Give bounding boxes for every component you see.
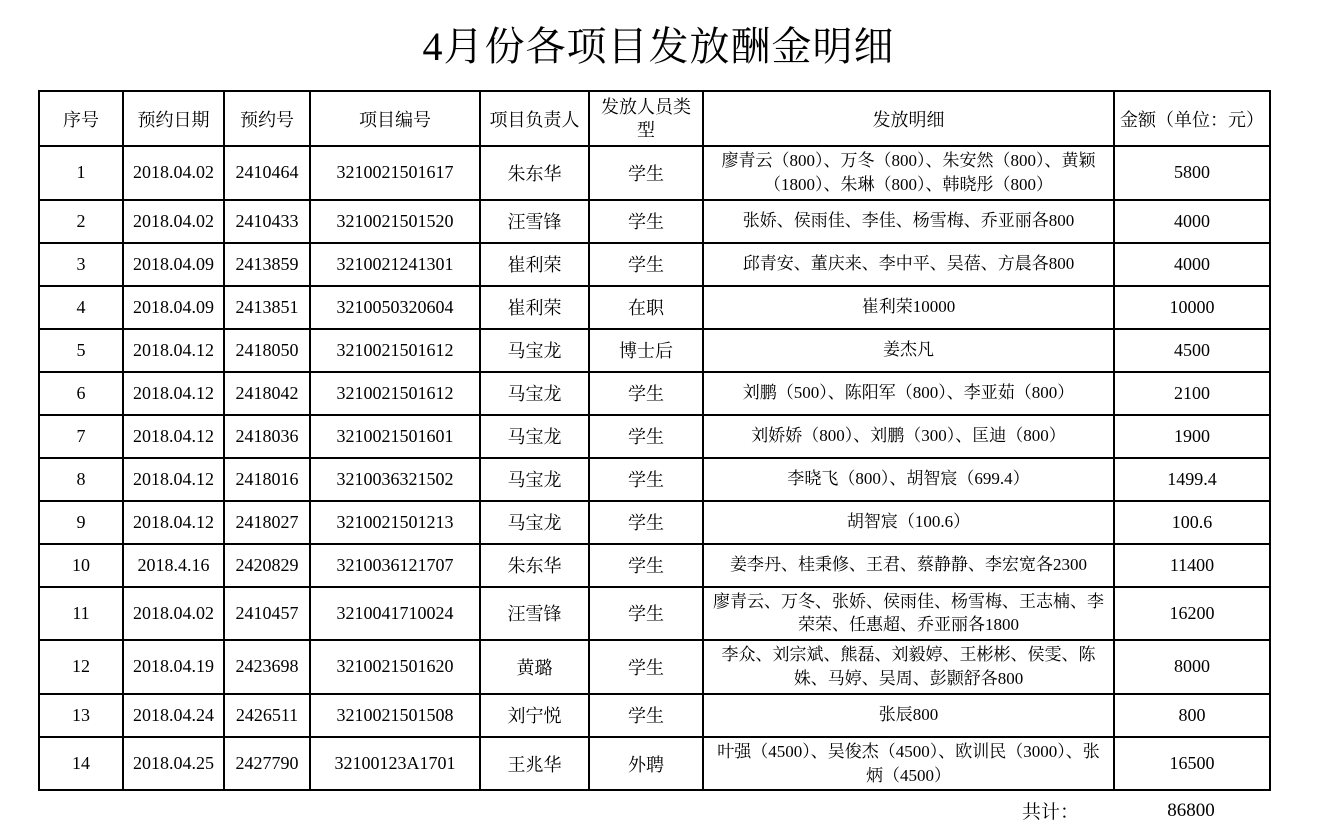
cell-booking-no: 2418036 [224, 415, 310, 458]
header-row [39, 91, 1270, 146]
column-header-payment-detail: 发放明细 [703, 91, 1114, 146]
cell-project-no: 3210050320604 [310, 286, 480, 329]
column-header-project-no: 项目编号 [310, 91, 480, 146]
table-row [39, 640, 1270, 694]
column-header-amount: 金额（单位：元） [1114, 91, 1270, 146]
cell-booking-date: 2018.04.02 [123, 200, 224, 243]
cell-booking-no: 2413859 [224, 243, 310, 286]
cell-index: 8 [39, 458, 123, 501]
cell-project-manager: 马宝龙 [480, 501, 589, 544]
cell-project-no: 3210021501620 [310, 640, 480, 694]
cell-payee-type: 学生 [589, 415, 703, 458]
column-header-project-manager: 项目负责人 [480, 91, 589, 146]
cell-amount: 4500 [1114, 329, 1270, 372]
cell-booking-date: 2018.4.16 [123, 544, 224, 587]
cell-payee-type: 学生 [589, 243, 703, 286]
cell-booking-date: 2018.04.19 [123, 640, 224, 694]
cell-project-no: 3210021501213 [310, 501, 480, 544]
table-row [39, 501, 1270, 544]
cell-payment-detail: 崔利荣10000 [703, 286, 1114, 329]
cell-project-manager: 朱东华 [480, 146, 589, 200]
cell-payment-detail: 叶强（4500）、吴俊杰（4500）、欧训民（3000）、张炳（4500） [703, 737, 1114, 791]
cell-index: 2 [39, 200, 123, 243]
cell-payee-type: 学生 [589, 587, 703, 641]
payment-table [38, 90, 1271, 791]
cell-booking-date: 2018.04.02 [123, 587, 224, 641]
cell-payment-detail: 李晓飞（800）、胡智宸（699.4） [703, 458, 1114, 501]
column-header-booking-date: 预约日期 [123, 91, 224, 146]
cell-payee-type: 学生 [589, 694, 703, 737]
cell-amount: 4000 [1114, 200, 1270, 243]
total-row [38, 797, 1269, 824]
cell-booking-date: 2018.04.12 [123, 501, 224, 544]
page-title: 4月份各项目发放酬金明细 [422, 24, 895, 69]
cell-project-manager: 马宝龙 [480, 372, 589, 415]
table-row [39, 329, 1270, 372]
table-row [39, 587, 1270, 641]
cell-booking-no: 2413851 [224, 286, 310, 329]
cell-amount: 1900 [1114, 415, 1270, 458]
cell-booking-date: 2018.04.02 [123, 146, 224, 200]
cell-booking-date: 2018.04.24 [123, 694, 224, 737]
cell-amount: 100.6 [1114, 501, 1270, 544]
cell-project-no: 3210021501612 [310, 372, 480, 415]
cell-payment-detail: 张辰800 [703, 694, 1114, 737]
cell-booking-date: 2018.04.25 [123, 737, 224, 791]
cell-index: 12 [39, 640, 123, 694]
cell-amount: 2100 [1114, 372, 1270, 415]
table-row [39, 200, 1270, 243]
cell-project-manager: 马宝龙 [480, 329, 589, 372]
cell-amount: 10000 [1114, 286, 1270, 329]
cell-booking-no: 2410433 [224, 200, 310, 243]
cell-payee-type: 学生 [589, 200, 703, 243]
table-row [39, 694, 1270, 737]
cell-project-no: 3210036121707 [310, 544, 480, 587]
cell-index: 3 [39, 243, 123, 286]
cell-payment-detail: 张娇、侯雨佳、李佳、杨雪梅、乔亚丽各800 [703, 200, 1114, 243]
cell-payment-detail: 胡智宸（100.6） [703, 501, 1114, 544]
total-label: 共计： [1021, 802, 1079, 824]
cell-booking-no: 2426511 [224, 694, 310, 737]
cell-project-manager: 汪雪锋 [480, 587, 589, 641]
table-body [39, 146, 1270, 790]
table-row [39, 146, 1270, 200]
cell-payment-detail: 刘娇娇（800）、刘鹏（300）、匡迪（800） [703, 415, 1114, 458]
cell-index: 6 [39, 372, 123, 415]
cell-amount: 16500 [1114, 737, 1270, 791]
cell-project-no: 3210021501601 [310, 415, 480, 458]
cell-project-manager: 刘宁悦 [480, 694, 589, 737]
cell-payment-detail: 姜李丹、桂秉修、王君、蔡静静、李宏宽各2300 [703, 544, 1114, 587]
cell-booking-no: 2410457 [224, 587, 310, 641]
cell-project-manager: 崔利荣 [480, 243, 589, 286]
table-row [39, 286, 1270, 329]
cell-index: 14 [39, 737, 123, 791]
table-row [39, 544, 1270, 587]
cell-project-manager: 黄璐 [480, 640, 589, 694]
column-header-payee-type: 发放人员类型 [589, 91, 703, 146]
cell-index: 11 [39, 587, 123, 641]
table-row [39, 372, 1270, 415]
cell-booking-date: 2018.04.09 [123, 243, 224, 286]
cell-payment-detail: 邱青安、董庆来、李中平、吴蓓、方晨各800 [703, 243, 1114, 286]
table-row [39, 737, 1270, 791]
cell-payment-detail: 廖青云、万冬、张娇、侯雨佳、杨雪梅、王志楠、李荣荣、任惠超、乔亚丽各1800 [703, 587, 1114, 641]
cell-index: 13 [39, 694, 123, 737]
cell-payee-type: 外聘 [589, 737, 703, 791]
cell-payment-detail: 廖青云（800）、万冬（800）、朱安然（800）、黄颖（1800）、朱琳（800）、韩晓彤（800） [703, 146, 1114, 200]
cell-project-no: 3210021501612 [310, 329, 480, 372]
cell-booking-date: 2018.04.09 [123, 286, 224, 329]
cell-index: 7 [39, 415, 123, 458]
cell-payee-type: 学生 [589, 372, 703, 415]
cell-booking-no: 2427790 [224, 737, 310, 791]
cell-amount: 1499.4 [1114, 458, 1270, 501]
table-row [39, 243, 1270, 286]
cell-booking-no: 2418050 [224, 329, 310, 372]
cell-index: 10 [39, 544, 123, 587]
cell-project-manager: 朱东华 [480, 544, 589, 587]
cell-booking-no: 2418042 [224, 372, 310, 415]
cell-amount: 4000 [1114, 243, 1270, 286]
cell-project-no: 3210021501617 [310, 146, 480, 200]
cell-project-no: 3210036321502 [310, 458, 480, 501]
cell-payee-type: 在职 [589, 286, 703, 329]
cell-payee-type: 学生 [589, 501, 703, 544]
cell-booking-no: 2420829 [224, 544, 310, 587]
cell-payee-type: 学生 [589, 458, 703, 501]
cell-project-manager: 汪雪锋 [480, 200, 589, 243]
table-row [39, 415, 1270, 458]
cell-project-no: 32100123A1701 [310, 737, 480, 791]
cell-payee-type: 学生 [589, 146, 703, 200]
cell-project-manager: 马宝龙 [480, 415, 589, 458]
table-row [39, 458, 1270, 501]
column-header-index: 序号 [39, 91, 123, 146]
cell-index: 4 [39, 286, 123, 329]
cell-project-no: 3210021241301 [310, 243, 480, 286]
cell-project-manager: 马宝龙 [480, 458, 589, 501]
cell-booking-date: 2018.04.12 [123, 458, 224, 501]
cell-amount: 8000 [1114, 640, 1270, 694]
cell-booking-no: 2418027 [224, 501, 310, 544]
cell-booking-no: 2423698 [224, 640, 310, 694]
cell-amount: 5800 [1114, 146, 1270, 200]
cell-project-no: 3210041710024 [310, 587, 480, 641]
cell-payee-type: 博士后 [589, 329, 703, 372]
cell-booking-no: 2410464 [224, 146, 310, 200]
cell-amount: 11400 [1114, 544, 1270, 587]
cell-payee-type: 学生 [589, 544, 703, 587]
cell-booking-no: 2418016 [224, 458, 310, 501]
cell-amount: 16200 [1114, 587, 1270, 641]
cell-payee-type: 学生 [589, 640, 703, 694]
cell-amount: 800 [1114, 694, 1270, 737]
cell-project-manager: 王兆华 [480, 737, 589, 791]
cell-payment-detail: 姜杰凡 [703, 329, 1114, 372]
cell-booking-date: 2018.04.12 [123, 372, 224, 415]
cell-project-no: 3210021501508 [310, 694, 480, 737]
cell-project-no: 3210021501520 [310, 200, 480, 243]
total-value: 86800 [1167, 799, 1215, 821]
column-header-booking-no: 预约号 [224, 91, 310, 146]
cell-booking-date: 2018.04.12 [123, 329, 224, 372]
cell-booking-date: 2018.04.12 [123, 415, 224, 458]
cell-index: 1 [39, 146, 123, 200]
cell-index: 5 [39, 329, 123, 372]
cell-index: 9 [39, 501, 123, 544]
cell-payment-detail: 刘鹏（500）、陈阳军（800）、李亚茹（800） [703, 372, 1114, 415]
cell-payment-detail: 李众、刘宗斌、熊磊、刘毅婷、王彬彬、侯雯、陈姝、马婷、吴周、彭颢舒各800 [703, 640, 1114, 694]
cell-project-manager: 崔利荣 [480, 286, 589, 329]
